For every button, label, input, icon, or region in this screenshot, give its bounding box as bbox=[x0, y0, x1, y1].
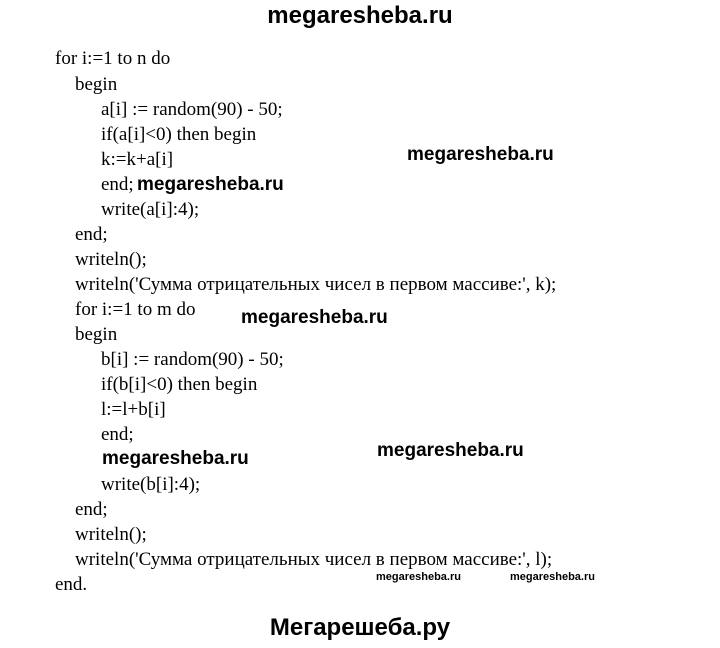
site-header: megaresheba.ru bbox=[267, 2, 453, 29]
watermark: megaresheba.ru bbox=[102, 448, 249, 469]
code-line: b[i] := random(90) - 50; bbox=[101, 349, 284, 370]
code-line: if(b[i]<0) then begin bbox=[101, 374, 258, 395]
code-line: writeln(); bbox=[75, 524, 147, 545]
code-line: write(a[i]:4); bbox=[101, 199, 200, 220]
watermark: megaresheba.ru bbox=[407, 144, 554, 165]
code-line: end. bbox=[55, 574, 88, 595]
code-line: write(b[i]:4); bbox=[101, 474, 201, 495]
code-line: end; bbox=[101, 424, 134, 445]
watermark: megaresheba.ru bbox=[510, 571, 595, 583]
code-line: writeln(); bbox=[75, 249, 147, 270]
code-line: if(a[i]<0) then begin bbox=[101, 124, 257, 145]
code-line: writeln('Сумма отрицательных чисел в первом массиве:', k); bbox=[75, 274, 557, 295]
site-footer: Мегарешеба.ру bbox=[269, 614, 451, 641]
code-line: l:=l+b[i] bbox=[101, 399, 166, 420]
code-line: a[i] := random(90) - 50; bbox=[101, 99, 283, 120]
watermark: megaresheba.ru bbox=[241, 307, 388, 328]
watermark: megaresheba.ru bbox=[376, 571, 461, 583]
code-line: k:=k+a[i] bbox=[101, 149, 174, 170]
code-line: end; bbox=[75, 499, 108, 520]
code-line: end; bbox=[101, 174, 134, 195]
code-line: end; bbox=[75, 224, 108, 245]
code-line: writeln('Сумма отрицательных чисел в первом массиве:', l); bbox=[75, 549, 553, 570]
code-line: begin bbox=[75, 74, 118, 95]
code-line: for i:=1 to m do bbox=[75, 299, 196, 320]
code-line: for i:=1 to n do bbox=[55, 48, 171, 69]
code-line: begin bbox=[75, 324, 118, 345]
watermark: megaresheba.ru bbox=[137, 174, 284, 195]
watermark: megaresheba.ru bbox=[377, 440, 524, 461]
